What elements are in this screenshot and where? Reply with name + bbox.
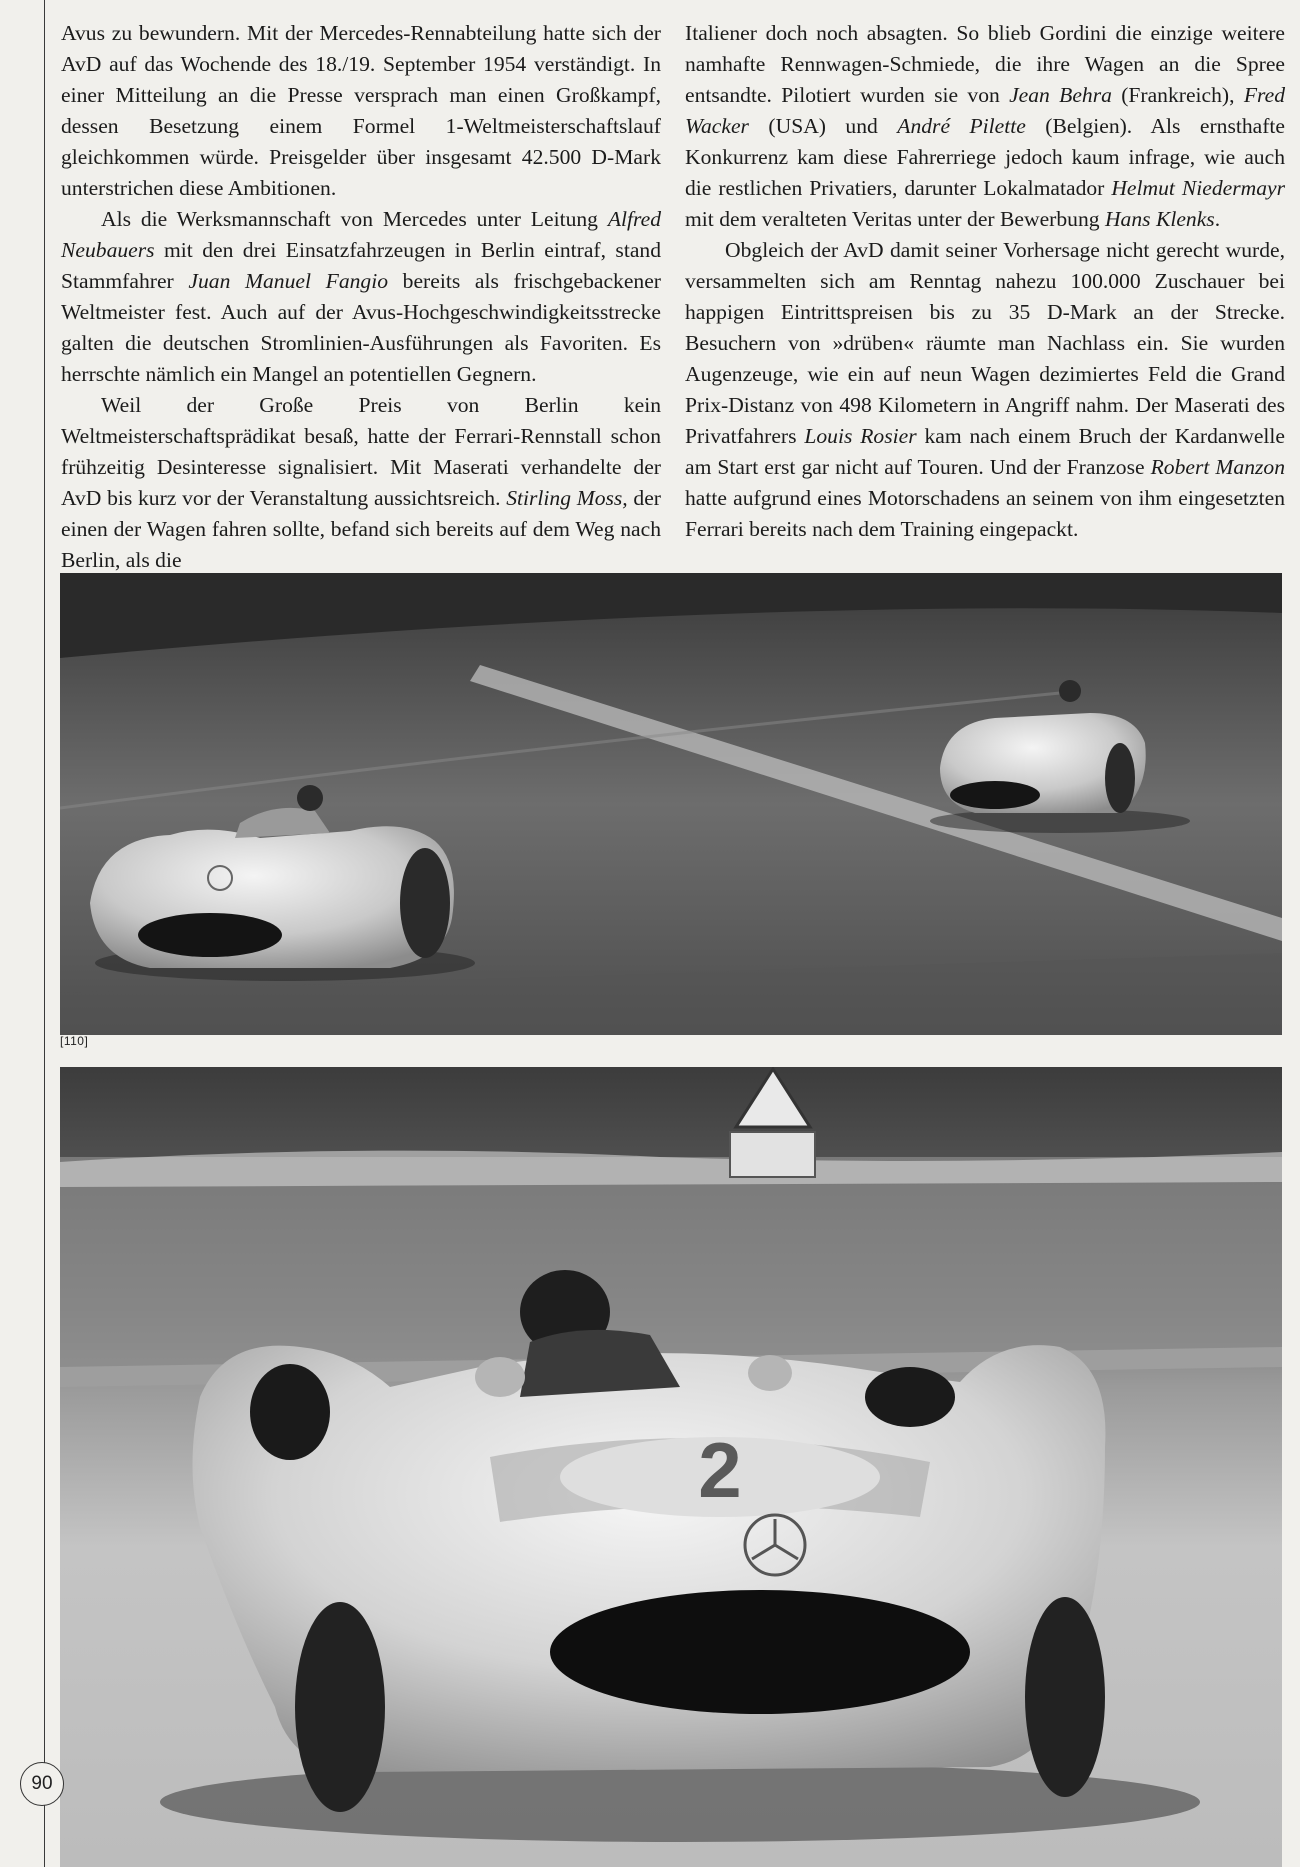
- italic-name: Alfred Neubauers: [61, 207, 661, 262]
- paragraph: [61, 204, 661, 390]
- text-run: Weil der Große Preis von Berlin kein Weltmeisterschaftsprädikat besaß, hatte der Ferrari-Rennstall schon frühzeitig Desinteresse signalisiert. Mit Maserati verhandelte der AvD bis kurz vor der Veranstaltung aussichtsreich.: [61, 393, 661, 510]
- italic-name: Juan Manuel Fangio: [188, 269, 389, 293]
- text-run: (Belgien). Als ernsthafte Konkurrenz kam diese Fahrerriege jedoch kaum infrage, wie auch die restlichen Privatiers, darunter Lokalmatador: [685, 114, 1286, 200]
- text-run: Als die Werksmannschaft von Mercedes unter Leitung: [101, 207, 608, 231]
- text-run: .: [1214, 207, 1221, 231]
- race-car-silver-number-two: [160, 1270, 1200, 1842]
- photo-caption-number: [110]: [60, 1034, 89, 1048]
- page-number: 90: [20, 1762, 64, 1806]
- italic-name: Louis Rosier: [804, 424, 917, 448]
- italic-name: Fred Wacker: [685, 83, 1285, 138]
- text-run: Obgleich der AvD damit seiner Vorhersage nicht gerecht wurde, versammelten sich am Renntag nahezu 100.000 Zuschauer bei happigen Eintrittspreisen bis zu 35 D-Mark an der Strecke. Besuchern von »drüben« räumte man Nachlass ein. Sie wurden Augenzeuge, wie ein auf neun Wagen dezimiertes Feld die Grand Prix-Distanz von 498 Kilometern in Angriff nahm. Der Maserati des Privatfahrers: [685, 238, 1285, 448]
- italic-name: Hans Klenks: [1104, 207, 1215, 231]
- italic-name: Jean Behra: [1009, 83, 1112, 107]
- text-run: kam nach einem Bruch der Kardanwelle am Start erst gar nicht auf Touren. Und der Franzose: [685, 424, 1286, 479]
- italic-name: André Pilette: [897, 114, 1026, 138]
- italic-name: Helmut Niedermayr: [1111, 176, 1286, 200]
- text-run: (Frankreich),: [1111, 83, 1244, 107]
- photo-two-racing-cars: [60, 573, 1282, 1035]
- text-run: mit den drei Einsatzfahrzeugen in Berlin eintraf, stand Stammfahrer: [61, 238, 661, 293]
- text-run: mit dem veralteten Veritas unter der Bewerbung: [685, 207, 1105, 231]
- car-number-label: 2: [698, 1426, 742, 1514]
- text-column-left: [61, 18, 661, 576]
- page-margin-rule: [44, 0, 45, 1867]
- italic-name: Robert Manzon: [1150, 455, 1285, 479]
- text-run: der einen der Wagen fahren sollte, befand sich bereits auf dem Weg nach Berlin, als die: [61, 486, 661, 572]
- paragraph: [685, 235, 1285, 545]
- text-run: Italiener doch noch absagten. So blieb Gordini die einzige weitere namhafte Rennwagen-Schmiede, die ihre Wagen an die Spree entsandte. Pilotiert wurden sie von: [685, 21, 1285, 107]
- italic-name: Stirling Moss,: [506, 486, 628, 510]
- text-run: hatte aufgrund eines Motorschadens an seinem von ihm eingesetzten Ferrari bereits nach dem Training eingepackt.: [685, 486, 1285, 541]
- paragraph: [61, 390, 661, 576]
- photo-car-number-two: [60, 1067, 1282, 1867]
- text-run: Avus zu bewundern. Mit der Mercedes-Rennabteilung hatte sich der AvD auf das Wochende des 18./19. September 1954 verständigt. In einer Mitteilung an die Presse versprach man einen Großkampf, dessen Besetzung einem Formel 1-Weltmeisterschaftslauf gleichkommen würde. Preisgelder über insgesamt 42.500 D-Mark unterstrichen diese Ambitionen.: [61, 21, 661, 200]
- paragraph: [61, 18, 661, 204]
- paragraph: [685, 18, 1285, 235]
- text-run: (USA) und: [748, 114, 898, 138]
- text-column-right: [685, 18, 1285, 545]
- text-run: bereits als frischgebackener Weltmeister fest. Auch auf der Avus-Hochgeschwindigkeitsstrecke galten die deutschen Stromlinien-Ausführungen als Favoriten. Es herrschte nämlich ein Mangel an potentiellen Gegnern.: [61, 269, 661, 386]
